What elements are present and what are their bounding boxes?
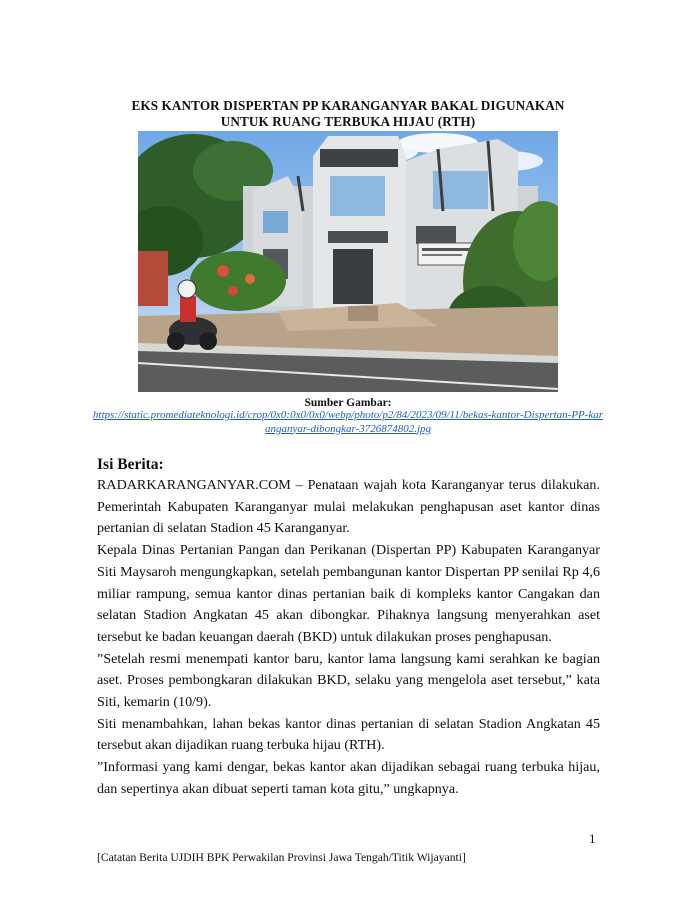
article-title-line-2: UNTUK RUANG TERBUKA HIJAU (RTH): [220, 114, 476, 129]
image-source-link[interactable]: https://static.promediateknologi.id/crop/0x0:0x0/0x0/webp/photo/p2/84/2023/09/11/bekas-kantor-Dispertan-PP-karanganyar-dibongkar-3726874802.jpg: [92, 409, 604, 435]
article-title-line-1: EKS KANTOR DISPERTAN PP KARANGANYAR BAKAL DIGUNAKAN: [131, 98, 565, 113]
page-footer: [Catatan Berita UJDIH BPK Perwakilan Provinsi Jawa Tengah/Titik Wijayanti]: [97, 851, 466, 864]
paragraph-2: Kepala Dinas Pertanian Pangan dan Perikanan (Dispertan PP) Kabupaten Karanganyar Siti Maysaroh mengungkapkan, setelah pembangunan kantor Dispertan PP senilai Rp 4,6 miliar rampung, semua kantor dinas pertanian baik di kompleks kantor Cangakan dan selatan Stadion Angkatan 45 akan dibongkar. Pihaknya langsung menyerahkan aset tersebut ke badan keuangan daerah (BKD) untuk dilakukan proses penghapusan.: [97, 542, 600, 645]
page-number: 1: [589, 831, 596, 846]
image-source-label: Sumber Gambar:: [304, 397, 392, 409]
paragraph-5: ”Informasi yang kami dengar, bekas kantor akan dijadikan sebagai ruang terbuka hijau, dan sepertinya akan dibuat seperti taman kota gitu,” ungkapnya.: [97, 759, 600, 797]
building-photo-illustration: [138, 131, 558, 392]
section-heading: Isi Berita:: [97, 456, 164, 473]
paragraph-3: ”Setelah resmi menempati kantor baru, kantor lama langsung kami serahkan ke bagian aset. Proses pembongkaran dilakukan BKD, selaku yang mengelola aset tersebut,” kata Siti, kemarin (10/9).: [97, 650, 600, 711]
article-title: [80, 98, 616, 130]
paragraph-1: RADARKARANGANYAR.COM – Penataan wajah kota Karanganyar terus dilakukan. Pemerintah Kabupaten Karanganyar mulai melakukan penghapusan aset kantor dinas pertanian di selatan Stadion 45 Karanganyar.: [97, 477, 600, 537]
article-photo: [138, 131, 558, 392]
article-body: [97, 475, 600, 801]
paragraph-4: Siti menambahkan, lahan bekas kantor dinas pertanian di selatan Stadion Angkatan 45 tersebut akan dijadikan ruang terbuka hijau (RTH).: [97, 715, 600, 754]
